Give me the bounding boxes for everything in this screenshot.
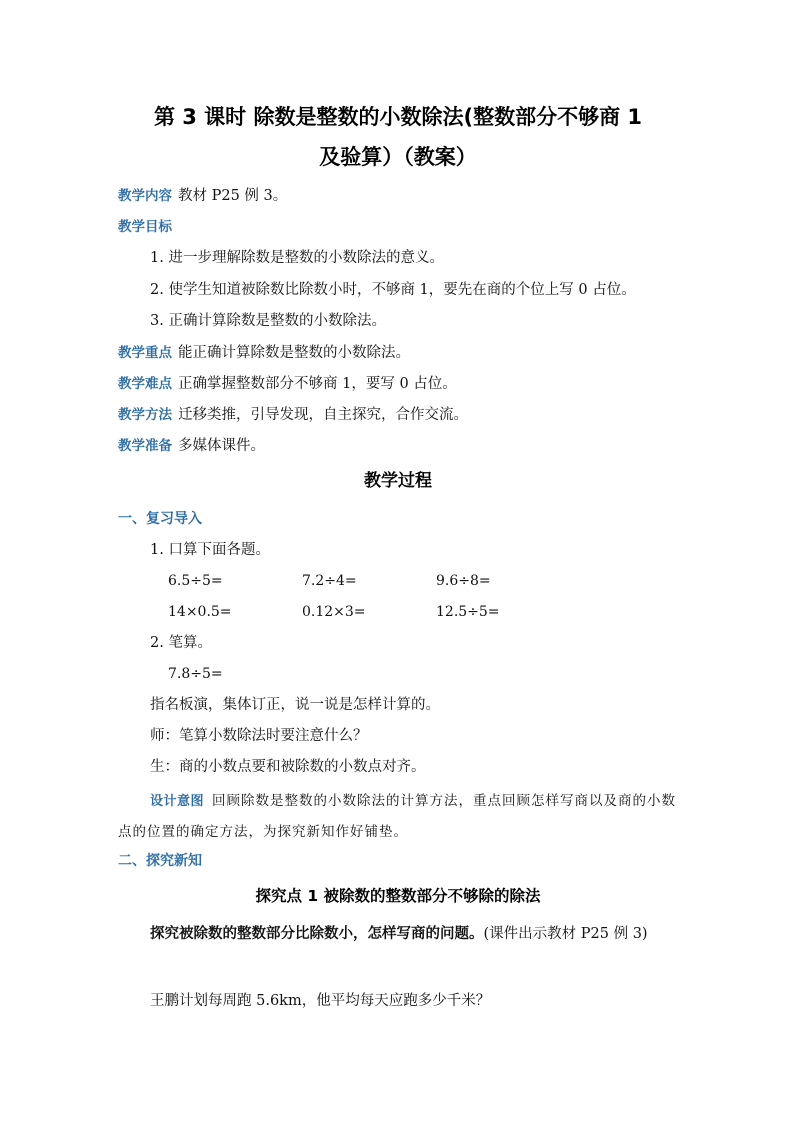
lesson-title bbox=[110, 97, 686, 177]
key-point-text: 能正确计算除数是整数的小数除法。 bbox=[178, 345, 410, 361]
teaching-goals-label: 教学目标 bbox=[118, 219, 172, 235]
goal-item: 1. 进一步理解除数是整数的小数除法的意义。 bbox=[150, 250, 444, 266]
word-problem: 王鹏计划每周跑 5.6km，他平均每天应跑多少千米？ bbox=[150, 993, 491, 1009]
explore-point-heading: 探究点 1 被除数的整数部分不够除的除法 bbox=[255, 887, 541, 905]
teaching-difficulty bbox=[118, 374, 457, 394]
difficulty-text: 正确掌握整数部分不够商 1，要写 0 占位。 bbox=[178, 376, 457, 392]
process-heading: 教学过程 bbox=[364, 471, 432, 491]
preparation-label: 教学准备 bbox=[118, 438, 172, 454]
teaching-content-text: 教材 P25 例 3。 bbox=[178, 188, 288, 204]
section-1-heading: 一、复习导入 bbox=[118, 511, 202, 527]
method-label: 教学方法 bbox=[118, 407, 172, 423]
goal-item: 3. 正确计算除数是整数的小数除法。 bbox=[150, 313, 386, 329]
written-calc-instruction: 2. 笔算。 bbox=[150, 635, 212, 651]
design-intent-text: 回顾除数是整数的小数除法的计算方法，重点回顾怎样写商以及商的小数点的位置的确定方法，为探究新知作好铺垫。 bbox=[118, 793, 677, 840]
oral-calc-item: 6.5÷5= bbox=[168, 573, 223, 589]
key-point-label: 教学重点 bbox=[118, 345, 172, 361]
teaching-preparation bbox=[118, 436, 265, 456]
activity-line: 指名板演，集体订正，说一说是怎样计算的。 bbox=[150, 697, 440, 713]
difficulty-label: 教学难点 bbox=[118, 376, 172, 392]
explore-paragraph bbox=[118, 918, 678, 950]
teacher-question: 师：笔算小数除法时要注意什么？ bbox=[150, 728, 368, 744]
teaching-content bbox=[118, 186, 287, 206]
section-2-heading: 二、探究新知 bbox=[118, 853, 202, 869]
title-line-2: 及验算）（教案） bbox=[319, 145, 477, 169]
oral-calc-item: 7.2÷4= bbox=[302, 573, 357, 589]
explore-note: (课件出示教材 P25 例 3) bbox=[483, 926, 648, 942]
written-calc-item: 7.8÷5= bbox=[168, 666, 223, 682]
design-intent-label: 设计意图 bbox=[150, 794, 205, 809]
oral-calc-item: 14×0.5= bbox=[168, 604, 232, 620]
oral-calc-item: 12.5÷5= bbox=[436, 604, 500, 620]
goal-item: 2. 使学生知道被除数比除数小时，不够商 1，要先在商的个位上写 0 占位。 bbox=[150, 282, 636, 298]
teaching-method bbox=[118, 405, 468, 425]
teaching-content-label: 教学内容 bbox=[118, 188, 172, 204]
design-intent bbox=[118, 786, 678, 847]
preparation-text: 多媒体课件。 bbox=[178, 438, 265, 454]
student-answer: 生：商的小数点要和被除数的小数点对齐。 bbox=[150, 759, 426, 775]
oral-calc-item: 0.12×3= bbox=[302, 604, 366, 620]
oral-calc-instruction: 1. 口算下面各题。 bbox=[150, 542, 270, 558]
oral-calc-item: 9.6÷8= bbox=[436, 573, 491, 589]
explore-bold-text: 探究被除数的整数部分比除数小，怎样写商的问题。 bbox=[150, 926, 484, 942]
teaching-key-point bbox=[118, 343, 410, 363]
method-text: 迁移类推，引导发现，自主探究，合作交流。 bbox=[178, 407, 468, 423]
title-line-1: 第 3 课时 除数是整数的小数除法(整数部分不够商 1 bbox=[153, 105, 643, 129]
